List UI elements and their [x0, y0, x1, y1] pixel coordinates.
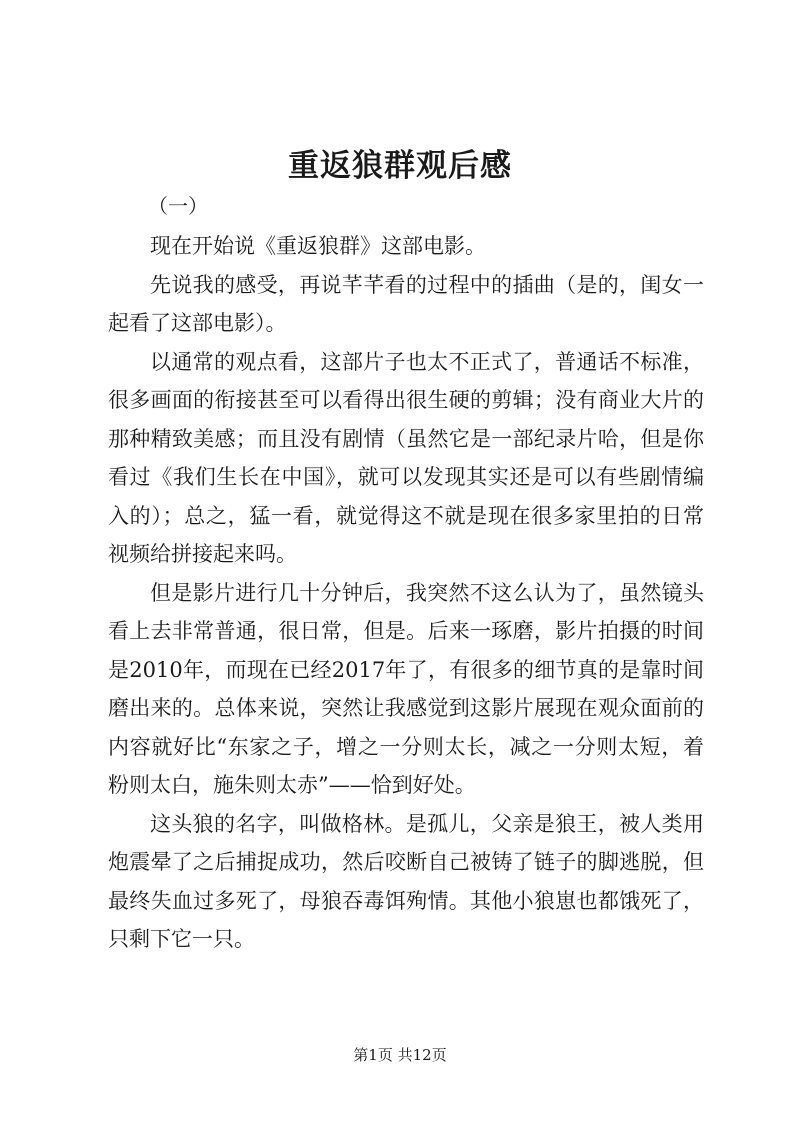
- paragraph: 但是影片进行几十分钟后，我突然不这么认为了，虽然镜头看上去非常普通，很日常，但是。后来一琢磨，影片拍摄的时间是2010年，而现在已经2017年了，有很多的细节真的是靠时间磨出来的。总体来说，突然让我感觉到这影片展现在观众面前的内容就好比“东家之子，增之一分则太长，减之一分则太短，着粉则太白，施朱则太赤”——恰到好处。: [108, 580, 704, 797]
- paragraph: 这头狼的名字，叫做格林。是孤儿，父亲是狼王，被人类用炮震晕了之后捕捉成功，然后咬断自己被铸了链子的脚逃脱，但最终失血过多死了，母狼吞毒饵殉情。其他小狼崽也都饿死了，只剩下它一只。: [108, 811, 704, 951]
- document-title: 重返狼群观后感: [288, 148, 512, 184]
- paragraph: 先说我的感受，再说芊芊看的过程中的插曲（是的，闺女一起看了这部电影）。: [108, 272, 704, 335]
- section-heading: （一）: [148, 194, 208, 218]
- page-number-footer: 第1页 共12页: [353, 1046, 447, 1064]
- paragraph: 现在开始说《重返狼群》这部电影。: [150, 234, 486, 258]
- paragraph: 以通常的观点看，这部片子也太不正式了，普通话不标准，很多画面的衔接甚至可以看得出很生硬的剪辑；没有商业大片的那种精致美感；而且没有剧情（虽然它是一部纪录片哈，但是你看过《我们生长在中国》，就可以发现其实还是可以有些剧情编入的）；总之，猛一看，就觉得这不就是现在很多家里拍的日常视频给拼接起来吗。: [108, 349, 704, 566]
- document-body: [108, 227, 704, 959]
